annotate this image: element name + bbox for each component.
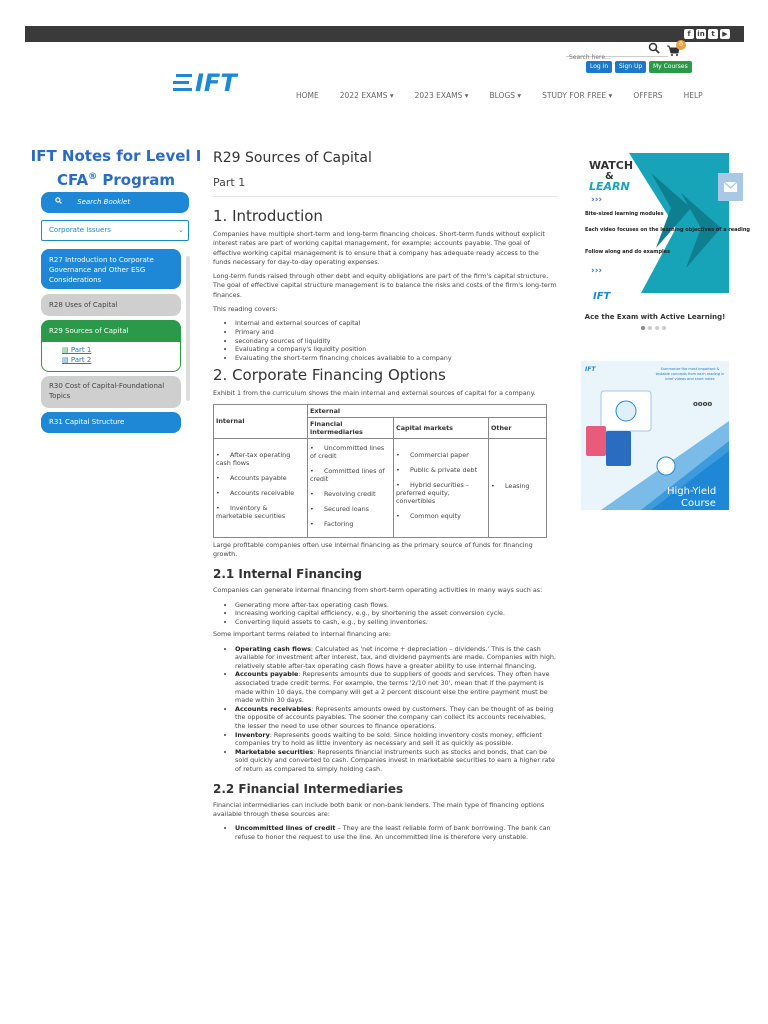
high-yield-course-ad[interactable] — [581, 361, 729, 510]
terms-list — [235, 645, 558, 774]
table-cell-line: • Inventory & marketable securities — [216, 504, 286, 521]
logo-text: IFT — [195, 69, 237, 97]
facebook-icon[interactable]: f — [684, 29, 694, 39]
nav-help[interactable]: HELP — [683, 91, 703, 100]
signup-button[interactable]: Sign Up — [615, 61, 646, 73]
svg-text:oooo: oooo — [693, 400, 713, 408]
sidebar-title-line1: IFT Notes for Level I — [30, 147, 202, 165]
terms-intro: Some important terms related to internal financing are: — [213, 630, 391, 639]
table-header-other: Other — [489, 417, 547, 438]
table-header-cap: Capital markets — [394, 417, 489, 438]
list-item: • Primary and — [235, 328, 558, 337]
financial-intermediaries-heading: 2.2 Financial Intermediaries — [213, 781, 404, 796]
nav-blogs[interactable]: BLOGS ▾ — [489, 91, 522, 100]
list-item: • Generating more after-tax operating cash flows. — [235, 601, 558, 610]
table-cell-line: • Factoring — [310, 519, 354, 528]
table-cell-line: • Common equity — [396, 512, 461, 521]
list-item: • Inventory: Represents goods waiting to be sold. Since holding inventory costs money, efficient companies try to hold as little inventory as necessary and sell it as quickly as possible. — [235, 731, 558, 748]
social-links — [684, 29, 730, 39]
table-header-internal: Internal — [214, 404, 308, 438]
sidebar-item-r28[interactable]: R28 Uses of Capital — [41, 294, 181, 316]
nav-study-for-free[interactable]: STUDY FOR FREE ▾ — [542, 91, 613, 100]
my-courses-button[interactable]: My Courses — [649, 61, 692, 73]
financing-options-paragraph: Exhibit 1 from the curriculum shows the main internal and external sources of capital for a company. — [213, 389, 536, 398]
after-table-paragraph: Large profitable companies often use internal financing as the primary source of funds for financing growth. — [213, 540, 533, 558]
table-cell-line: • Hybrid securities – preferred equity, convertibles — [396, 481, 470, 506]
sidebar-title — [30, 146, 202, 191]
table-header-external: External — [308, 404, 547, 417]
covers-list — [235, 319, 558, 362]
book-icon: ▤ — [62, 346, 71, 354]
sidebar-subitem-part2[interactable]: ▤ Part 2 — [62, 356, 92, 364]
ad1-logo: IFT — [593, 291, 611, 302]
high-yield-ad-graphic — [581, 361, 729, 510]
ift-logo[interactable] — [173, 68, 261, 96]
internal-financing-paragraph: Companies can generate internal financing from short-term operating activities in many ways such as: — [213, 586, 543, 595]
sidebar-subitem-part1[interactable]: ▤ Part 1 — [62, 346, 92, 354]
ad1-watch: WATCH — [589, 159, 634, 172]
financing-sources-table — [213, 404, 547, 538]
carousel-dot[interactable] — [662, 326, 666, 330]
list-item: • Accounts payable: Represents amounts due to suppliers of goods and services. They often have associated trade credit terms. For example, the terms '2/10 net 30', mean that if the payment is made within 10 days, the company will get a 2 percent discount else the entire payment must be made within 30 days. — [235, 670, 558, 704]
table-cell-fin — [308, 438, 394, 537]
search-booklet-label: Search Booklet — [77, 198, 131, 206]
search-booklet-button[interactable] — [41, 192, 189, 213]
list-item: • Evaluating a company's liquidity position — [235, 345, 558, 354]
table-cell-line: • Leasing — [491, 481, 530, 490]
list-item: • Accounts receivables: Represents amounts owed by customers. They can be thought of as being the opposite of accounts payables. The sooner the company can collect its accounts receivables, the lesser the need to use other sources to finance operations. — [235, 705, 558, 731]
main-content — [213, 150, 558, 845]
page-title: R29 Sources of Capital — [213, 150, 372, 166]
search-icon — [55, 192, 63, 213]
search-icon[interactable] — [648, 42, 660, 54]
table-cell-other — [489, 438, 547, 537]
ad2-title-2: Course — [681, 498, 716, 509]
sidebar-item-r27[interactable]: R27 Introduction to Corporate Governance and Other ESG Considerations — [41, 249, 181, 289]
table-cell-line: • Accounts receivable — [216, 489, 295, 498]
nav-home[interactable]: HOME — [296, 91, 319, 100]
intro-paragraph-1: Companies have multiple short-term and long-term financing choices. Short-term funds without explicit interest rates are part of working capital management, for example: accounts payable. The goal of effective working capital management is to ensure that a company has adequate ready access to the funds necessary for day-to-day operating expenses. — [213, 230, 545, 266]
table-cell-line: • Commercial paper — [396, 451, 469, 460]
list-item: • Uncommitted lines of credit – They are the least reliable form of bank borrowing. The bank can refuse to honor the request to use the line. An uncommitted line is therefore very unstable. — [235, 824, 558, 841]
table-cell-line: • Committed lines of credit — [310, 466, 385, 483]
book-icon: ▤ — [62, 356, 71, 364]
list-item: • Internal and external sources of capital — [235, 319, 558, 328]
intro-paragraph-2: Long-term funds raised through other debt and equity obligations are part of the firm's capital structure. The goal of effective capital structure management is to balance the risks and costs of the firm's long-term finances. — [213, 272, 557, 299]
ad1-bullet-3: Follow along and do examples — [585, 249, 671, 255]
sidebar-item-r30[interactable]: R30 Cost of Capital-Foundational Topics — [41, 376, 181, 408]
cart-count-badge: 0 — [676, 40, 686, 50]
part-title: Part 1 — [213, 176, 246, 189]
financial-intermediaries-list — [235, 824, 558, 841]
ad1-learn: LEARN — [589, 180, 630, 193]
sidebar-title-cfa: CFA — [57, 171, 89, 189]
divider — [213, 196, 558, 197]
sidebar-item-r31[interactable]: R31 Capital Structure — [41, 412, 181, 433]
svg-text:›››: ››› — [591, 266, 603, 276]
list-item: • Operating cash flows: Calculated as 'net income + depreciation – dividends.' This is the cash available for investment after interest, tax, and dividend payments are made. Companies with high, relatively stable after-tax operating cash flows have a greater ability to use internal financing. — [235, 645, 558, 671]
table-cell-internal — [214, 438, 308, 537]
watch-learn-ad-graphic — [581, 153, 750, 308]
sidebar-title-program: Program — [97, 171, 175, 189]
twitter-icon[interactable]: t — [708, 29, 718, 39]
sidebar-title-line2 — [30, 167, 202, 191]
ad2-text: Summarize the most important & testable concepts from each reading in brief videos and short notes — [655, 367, 725, 381]
ad1-bullet-2: Each video focuses on the learning objectives of a reading — [585, 227, 750, 233]
table-cell-line: • Public & private debt — [396, 466, 478, 475]
financial-intermediaries-paragraph: Financial intermediaries can include both bank or non-bank lenders. The main type of financing options available through these sources are: — [213, 800, 545, 818]
table-cell-line: • Secured loans — [310, 504, 369, 513]
carousel-dot[interactable] — [641, 326, 645, 330]
table-cell-line: • After-tax operating cash flows — [216, 451, 291, 468]
table-cell-cap — [394, 438, 489, 537]
sidebar-title-reg: ® — [88, 172, 98, 182]
table-cell-line: • Uncommitted lines of credit — [310, 443, 385, 460]
list-item: • Evaluating the short-term financing choices available to a company — [235, 354, 558, 363]
nav-offers[interactable]: OFFERS — [633, 91, 663, 100]
table-cell-line: • Revolving credit — [310, 489, 376, 498]
main-nav — [296, 91, 703, 100]
carousel-dots — [641, 326, 666, 330]
svg-text:›››: ››› — [591, 195, 603, 205]
table-header-fin: Financial intermediaries — [308, 417, 394, 438]
ad1-bullet-1: Bite-sized learning modules — [585, 211, 664, 217]
carousel-dot[interactable] — [655, 326, 659, 330]
sidebar-subitems — [41, 339, 181, 372]
covers-label: This reading covers: — [213, 305, 278, 314]
youtube-icon[interactable]: ▶ — [720, 29, 730, 39]
watch-learn-ad[interactable] — [581, 153, 750, 308]
topic-select-value: Corporate Issuers — [49, 226, 111, 234]
ad2-logo: IFT — [585, 366, 596, 373]
internal-financing-list — [235, 601, 558, 627]
nav-2023-exams[interactable]: 2023 EXAMS ▾ — [414, 91, 469, 100]
top-bar — [25, 26, 744, 42]
nav-2022-exams[interactable]: 2022 EXAMS ▾ — [339, 91, 394, 100]
intro-heading: 1. Introduction — [213, 207, 323, 225]
ad1-caption: Ace the Exam with Active Learning! — [584, 313, 726, 321]
internal-financing-heading: 2.1 Internal Financing — [213, 567, 363, 582]
login-button[interactable]: Log In — [586, 61, 612, 73]
sidebar-item-r29[interactable]: R29 Sources of Capital — [41, 320, 181, 342]
ad1-amp: & — [605, 171, 614, 182]
carousel-dot[interactable] — [648, 326, 652, 330]
topic-select[interactable] — [41, 220, 189, 241]
list-item: • Converting liquid assets to cash, e.g., by selling inventories. — [235, 618, 558, 627]
table-cell-line: • Accounts payable — [216, 474, 287, 483]
list-item: • Marketable securities: Represents financial instruments such as stocks and bonds, that can be sold quickly and converted to cash. Companies invest in marketable securities to earn a higher rate of return as compared to simply holding cash. — [235, 748, 558, 774]
linkedin-icon[interactable]: in — [697, 30, 705, 38]
financing-options-heading: 2. Corporate Financing Options — [213, 366, 446, 385]
list-item: • Increasing working capital efficiency, e.g., by shortening the asset conversion cycle. — [235, 609, 558, 618]
list-item: • secondary sources of liquidity — [235, 337, 558, 346]
mail-icon[interactable] — [718, 173, 743, 201]
ad2-title-1: High-Yield — [667, 486, 717, 497]
chevron-down-icon: ⌄ — [178, 226, 184, 234]
sidebar-scrollbar[interactable] — [186, 256, 190, 401]
